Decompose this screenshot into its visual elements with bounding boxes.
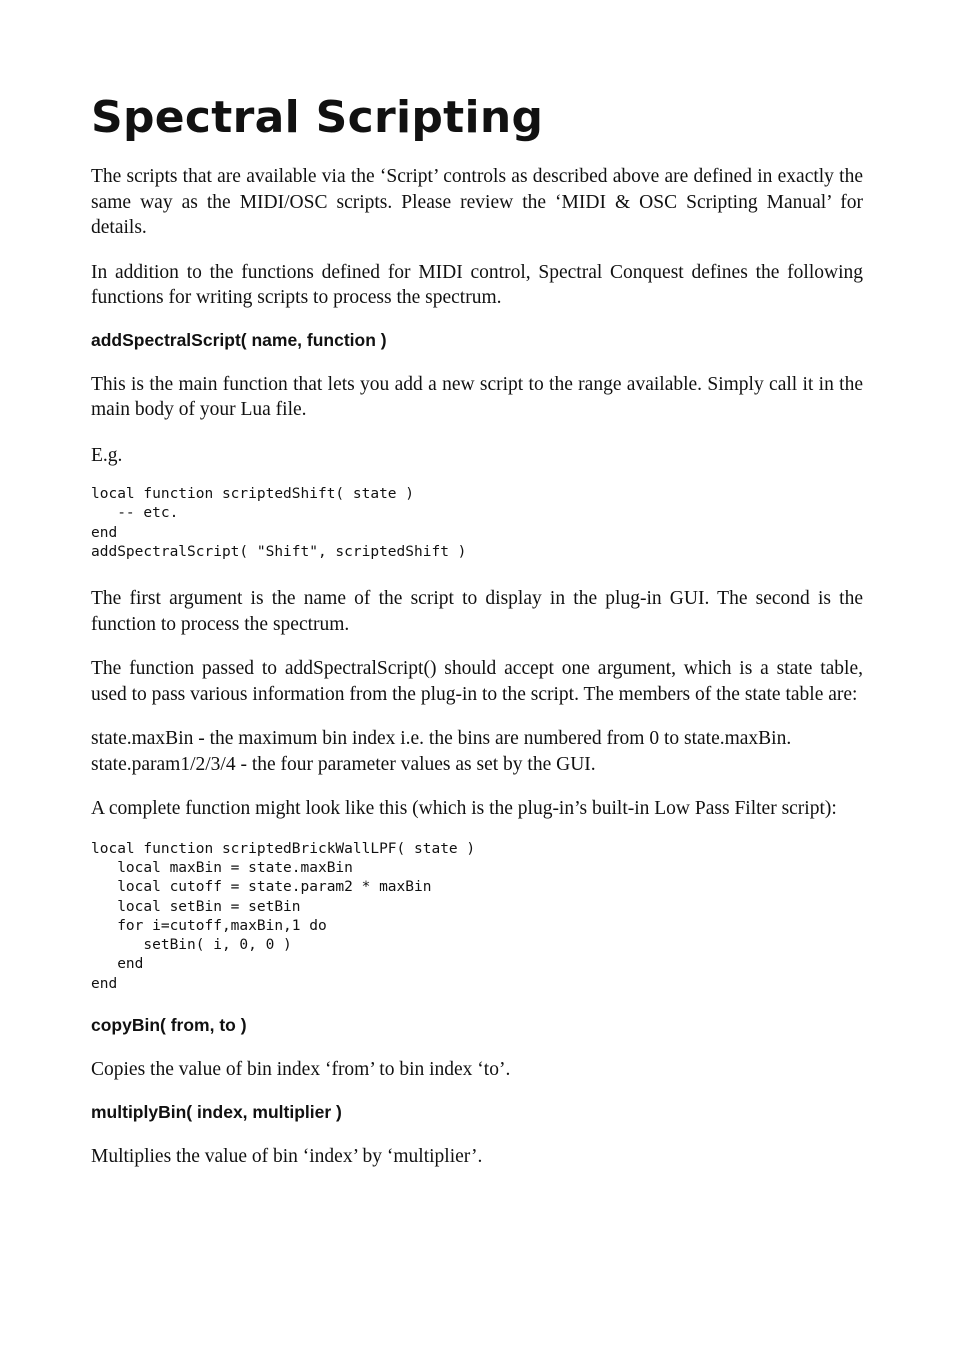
intro-paragraph-1: The scripts that are available via the ‘Script’ controls as described above are defined in exactly the same way as the MIDI/OSC scripts. Please review the ‘MIDI & OSC Scripting Manual’ for details.	[91, 166, 863, 238]
complete-code-block: local function scriptedBrickWallLPF( state ) local maxBin = state.maxBin local cutoff = state.param2 * maxBin local setBin = setBin for i=cutoff,maxBin,1 do setBin( i, 0, 0 ) end end	[91, 840, 476, 992]
state-member-maxbin: state.maxBin - the maximum bin index i.e. the bins are numbered from 0 to state.maxBin.	[91, 728, 792, 750]
heading-add-spectral-script: addSpectralScript( name, function )	[91, 329, 387, 350]
state-member-params: state.param1/2/3/4 - the four parameter values as set by the GUI.	[91, 753, 596, 775]
add-spectral-script-description: This is the main function that lets you add a new script to the range available. Simply call it in the main body of your Lua file.	[91, 373, 863, 420]
example-label: E.g.	[91, 444, 123, 466]
copy-bin-description: Copies the value of bin index ‘from’ to bin index ‘to’.	[91, 1059, 511, 1081]
multiply-bin-description: Multiplies the value of bin ‘index’ by ‘multiplier’.	[91, 1145, 483, 1167]
arguments-paragraph: The first argument is the name of the script to display in the plug-in GUI. The second is the function to process the spectrum.	[91, 588, 863, 635]
heading-multiply-bin: multiplyBin( index, multiplier )	[91, 1101, 342, 1122]
document-page	[91, 88, 863, 1169]
state-table-paragraph: The function passed to addSpectralScript() should accept one argument, which is a state table, used to pass various information from the plug-in to the script. The members of the state table are:	[91, 658, 863, 705]
intro-paragraph-2: In addition to the functions defined for MIDI control, Spectral Conquest defines the following functions for writing scripts to process the spectrum.	[91, 261, 863, 308]
example-code-block: local function scriptedShift( state ) -- etc. end addSpectralScript( "Shift", scriptedShift )	[91, 486, 467, 560]
complete-function-paragraph: A complete function might look like this (which is the plug-in’s built-in Low Pass Filter script):	[91, 798, 837, 820]
page-title: Spectral Scripting	[91, 92, 544, 143]
heading-copy-bin: copyBin( from, to )	[91, 1015, 247, 1036]
state-members-list	[91, 726, 863, 777]
